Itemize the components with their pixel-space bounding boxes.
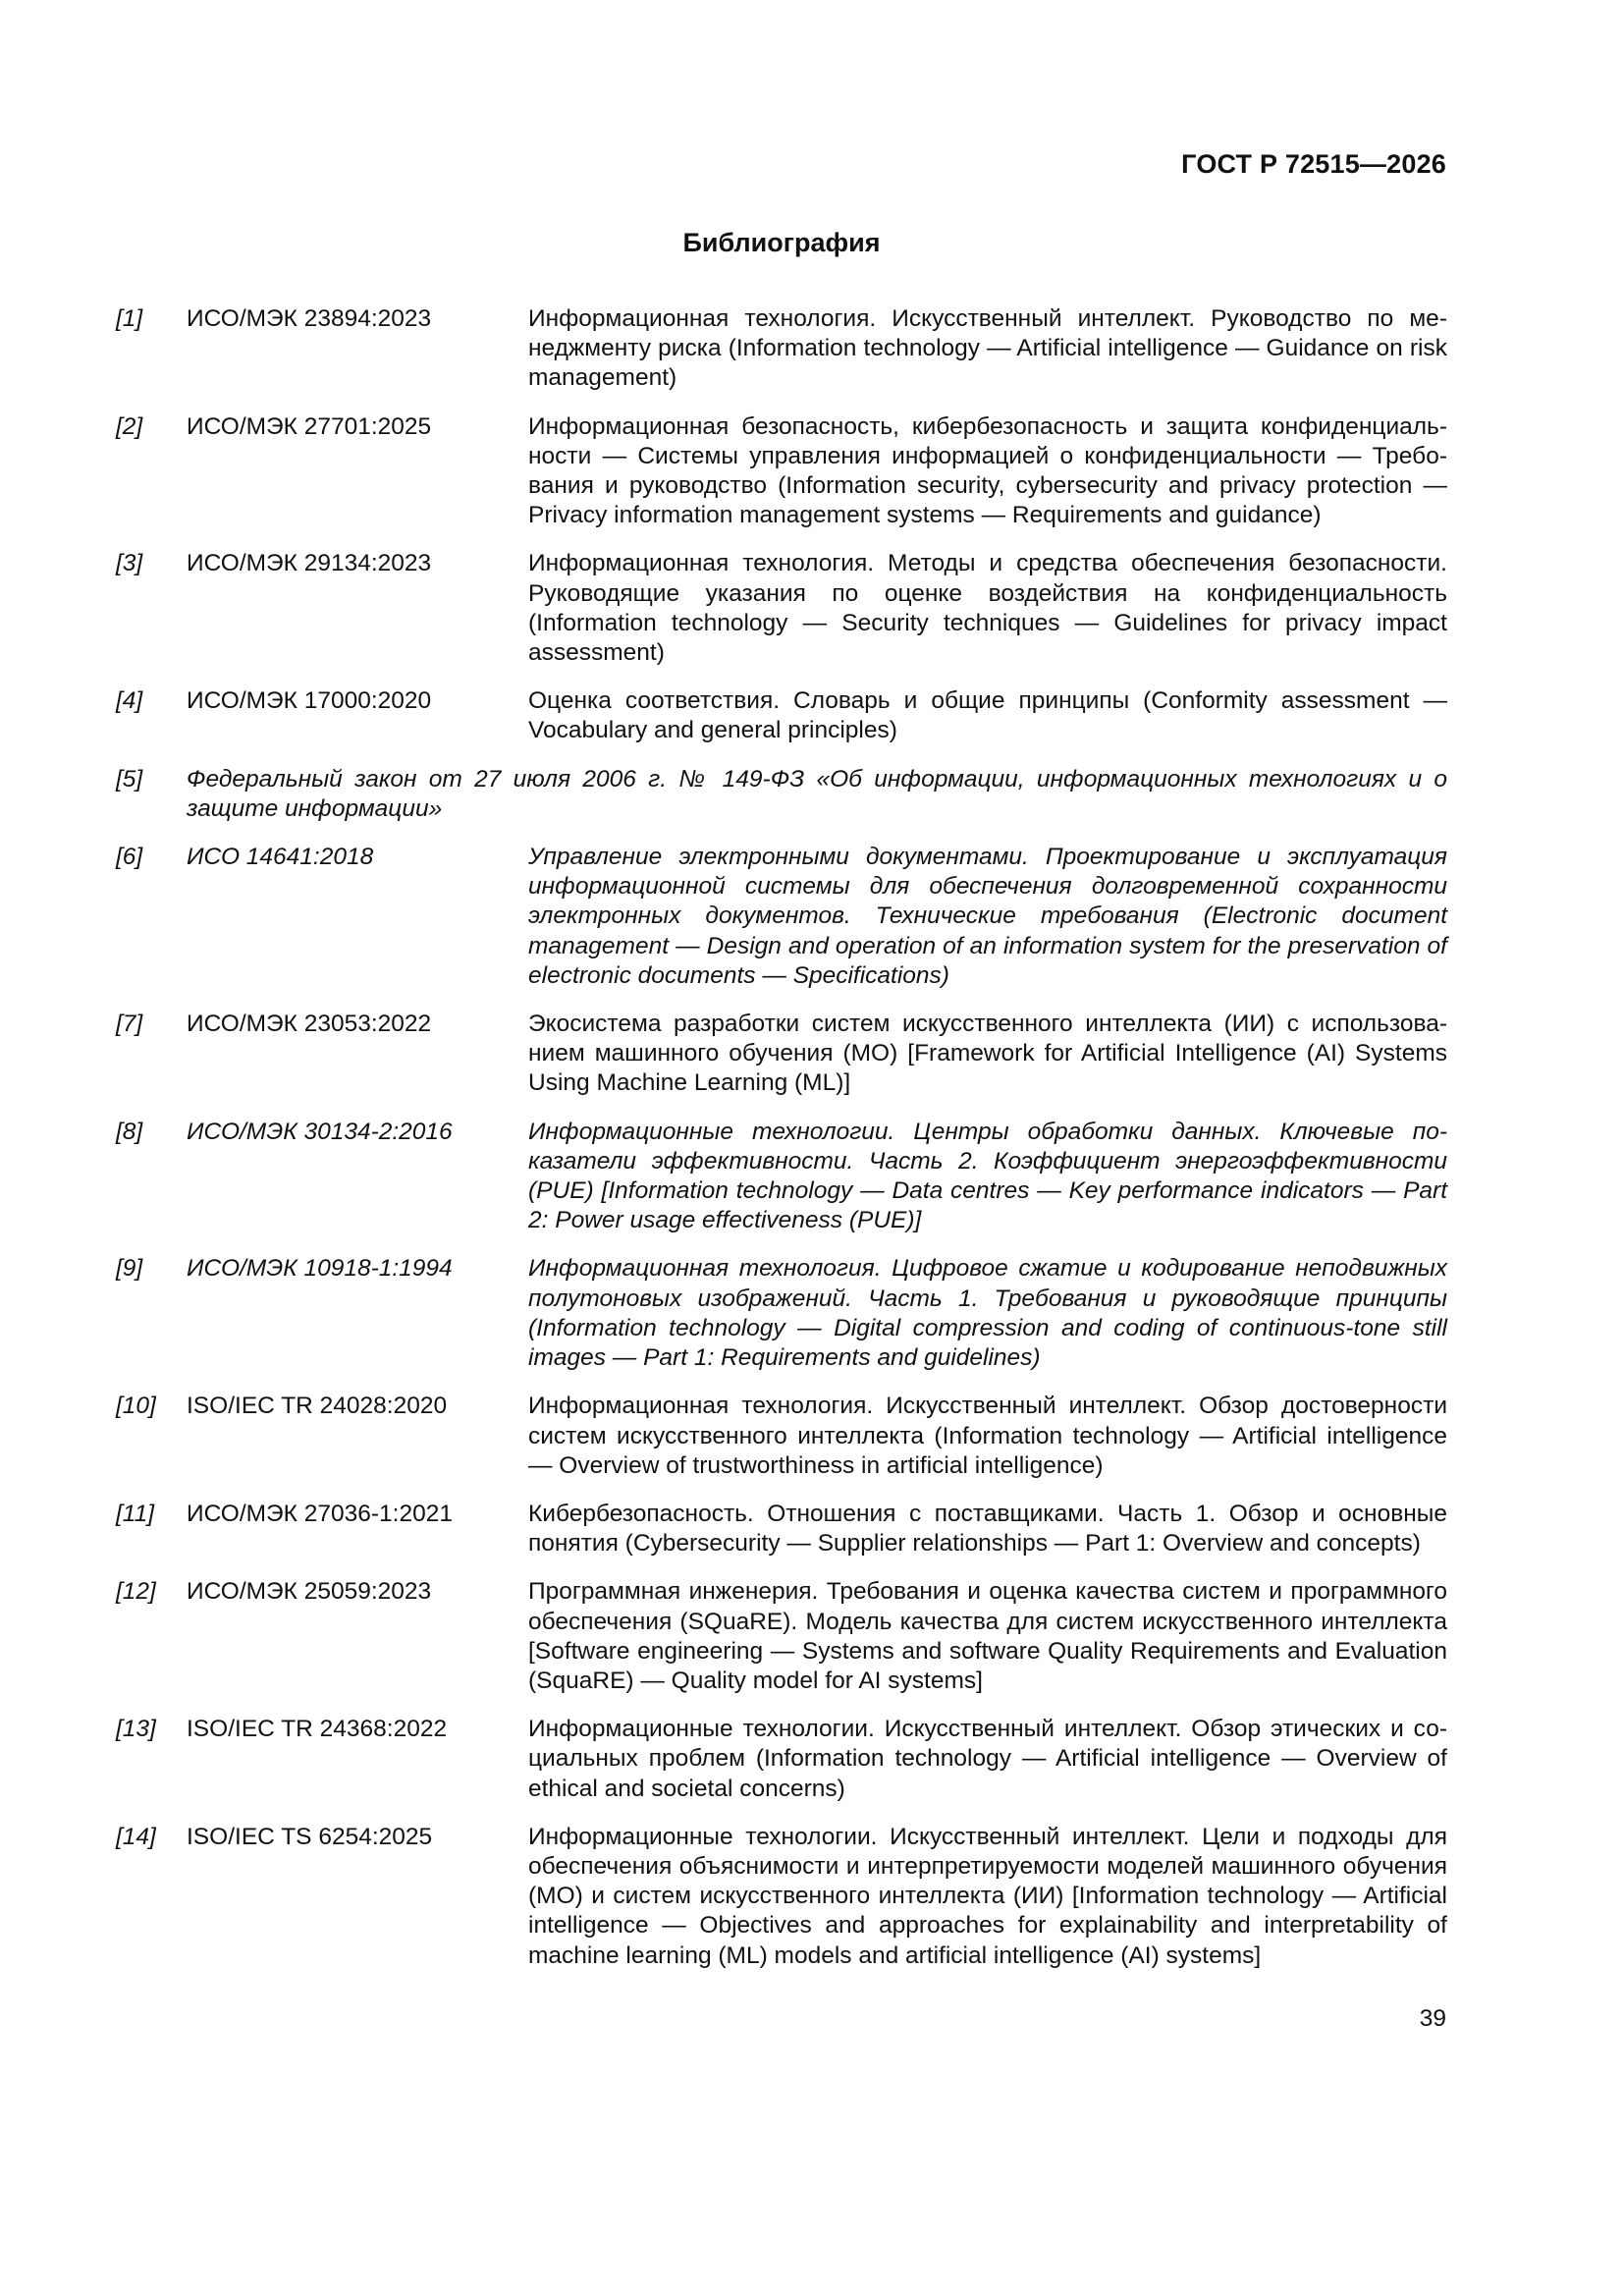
- entry-number: [13]: [116, 1716, 156, 1743]
- bibliography-entry: [116, 1254, 1447, 1373]
- document-id-header: ГОСТ Р 72515—2026: [1181, 149, 1446, 179]
- entry-number: [12]: [116, 1578, 156, 1606]
- entry-title: Управление электронными документами. Проектирование и эксплуатация информационной системы для обеспечения долговременной сохранности электронных документов. Технические требования (Electronic document management — Design and operation of an information system for the preservation of electronic documents — Specifications): [528, 844, 1447, 989]
- entry-standard-code: ИСО/МЭК 29134:2023: [187, 550, 432, 577]
- entry-number: [7]: [116, 1011, 143, 1038]
- entry-number: [14]: [116, 1823, 156, 1850]
- entry-number: [11]: [116, 1500, 155, 1527]
- entry-title: Информационные технологии. Искусственный интеллект. Обзор этических и социальных проблем (Information technology — Artificial intelligence — Overview of ethical and societal concerns): [528, 1716, 1447, 1802]
- bibliography-entry: [116, 1010, 1447, 1099]
- entry-title: Информационные технологии. Центры обработки данных. Ключевые показатели эффективности. Часть 2. Коэффициент энергоэффективности (PUE) [Information technology — Data centres — Key performance indicators — Part 2: Power usage effectiveness (PUE)]: [528, 1118, 1447, 1234]
- entry-title: Федеральный закон от 27 июля 2006 г. № 149-ФЗ «Об информации, информационных технологиях и о защите информации»: [187, 765, 1447, 822]
- entry-standard-code: ИСО/МЭК 27036-1:2021: [187, 1500, 453, 1527]
- entry-number: [3]: [116, 550, 143, 577]
- bibliography-entry: [116, 765, 1447, 824]
- entry-number: [4]: [116, 687, 143, 715]
- entry-title: Программная инженерия. Требования и оценка качества систем и программного обеспечения (SQuaRE). Модель качества для систем искусственного интеллекта [Software engineering — Systems and software Quality Requirements and Evaluation (SquaRE) — Quality model for AI systems]: [528, 1578, 1447, 1694]
- page-title: Библиография: [682, 228, 881, 257]
- entry-title: Экосистема разработки систем искусственного интеллекта (ИИ) с использованием машинного обучения (МО) [Framework for Artificial Intelligence (AI) Systems Using Machine Learning (ML)]: [528, 1011, 1447, 1097]
- bibliography-entry: [116, 304, 1447, 394]
- entry-number: [2]: [116, 412, 143, 440]
- entry-title: Информационная технология. Искусственный интеллект. Обзор достоверности систем искусственного интеллекта (Information technology — Artificial intelligence — Overview of trustworthiness in artificial intelligence): [528, 1393, 1447, 1479]
- entry-number: [5]: [116, 765, 143, 793]
- bibliography-entry: [116, 1715, 1447, 1804]
- entry-number: [10]: [116, 1393, 156, 1420]
- entry-standard-code: ИСО/МЭК 27701:2025: [187, 412, 432, 440]
- entry-number: [1]: [116, 305, 143, 332]
- entry-title: Информационная технология. Искусственный интеллект. Руководство по менеджменту риска (Information technology — Artificial intelligence — Guidance on risk management): [528, 305, 1447, 392]
- entry-standard-code: ИСО 14641:2018: [187, 844, 374, 871]
- bibliography-entry: [116, 1577, 1447, 1696]
- entry-number: [8]: [116, 1118, 143, 1145]
- entry-standard-code: ISO/IEC TS 6254:2025: [187, 1823, 433, 1850]
- bibliography-entry: [116, 843, 1447, 991]
- bibliography-entry: [116, 549, 1447, 668]
- entry-title: Информационные технологии. Искусственный интеллект. Цели и подходы для обеспечения объяснимости и интерпретируемости моделей машинного обучения (МО) и систем искусственного интеллекта (ИИ) [Information technology — Artificial intelligence — Objectives and approaches for explainability and interpretability of machine learning (ML) models and artificial intelligence (AI) systems]: [528, 1823, 1447, 1969]
- bibliography-entry: [116, 412, 1447, 531]
- bibliography-list: [116, 304, 1447, 1990]
- entry-number: [6]: [116, 844, 143, 871]
- bibliography-entry: [116, 1118, 1447, 1236]
- entry-standard-code: ИСО/МЭК 30134-2:2016: [187, 1118, 453, 1145]
- bibliography-entry: [116, 1392, 1447, 1481]
- entry-standard-code: ИСО/МЭК 23894:2023: [187, 305, 432, 332]
- bibliography-entry: [116, 686, 1447, 745]
- page-number: 39: [1419, 2005, 1446, 2032]
- bibliography-entry: [116, 1823, 1447, 1971]
- entry-standard-code: ISO/IEC TR 24028:2020: [187, 1393, 448, 1420]
- entry-standard-code: ИСО/МЭК 25059:2023: [187, 1578, 432, 1606]
- entry-title: Оценка соответствия. Словарь и общие принципы (Conformity assessment — Vocabulary and general principles): [528, 687, 1447, 744]
- entry-number: [9]: [116, 1255, 143, 1283]
- entry-title: Кибербезопасность. Отношения с поставщиками. Часть 1. Обзор и основные понятия (Cybersecurity — Supplier relationships — Part 1: Overview and concepts): [528, 1500, 1447, 1558]
- entry-title: Информационная безопасность, кибербезопасность и защита конфиденциальности — Системы управления информацией о конфиденциальности — Требования и руководство (Information security, cybersecurity and privacy protection — Privacy information management systems — Requirements and guidance): [528, 412, 1447, 529]
- entry-standard-code: ИСО/МЭК 17000:2020: [187, 687, 432, 715]
- bibliography-entry: [116, 1500, 1447, 1558]
- entry-title: Информационная технология. Методы и средства обеспечения безопасности. Руководящие указания по оценке воздействия на конфиденциальность (Information technology — Security techniques — Guidelines for privacy impact assessment): [528, 550, 1447, 667]
- entry-title: Информационная технология. Цифровое сжатие и кодирование неподвижных полутоновых изображений. Часть 1. Требования и руководящие принципы (Information technology — Digital compression and coding of continuous-tone still images — Part 1: Requirements and guidelines): [528, 1255, 1447, 1372]
- entry-standard-code: ИСО/МЭК 10918-1:1994: [187, 1255, 453, 1283]
- entry-standard-code: ISO/IEC TR 24368:2022: [187, 1716, 448, 1743]
- entry-standard-code: ИСО/МЭК 23053:2022: [187, 1011, 432, 1038]
